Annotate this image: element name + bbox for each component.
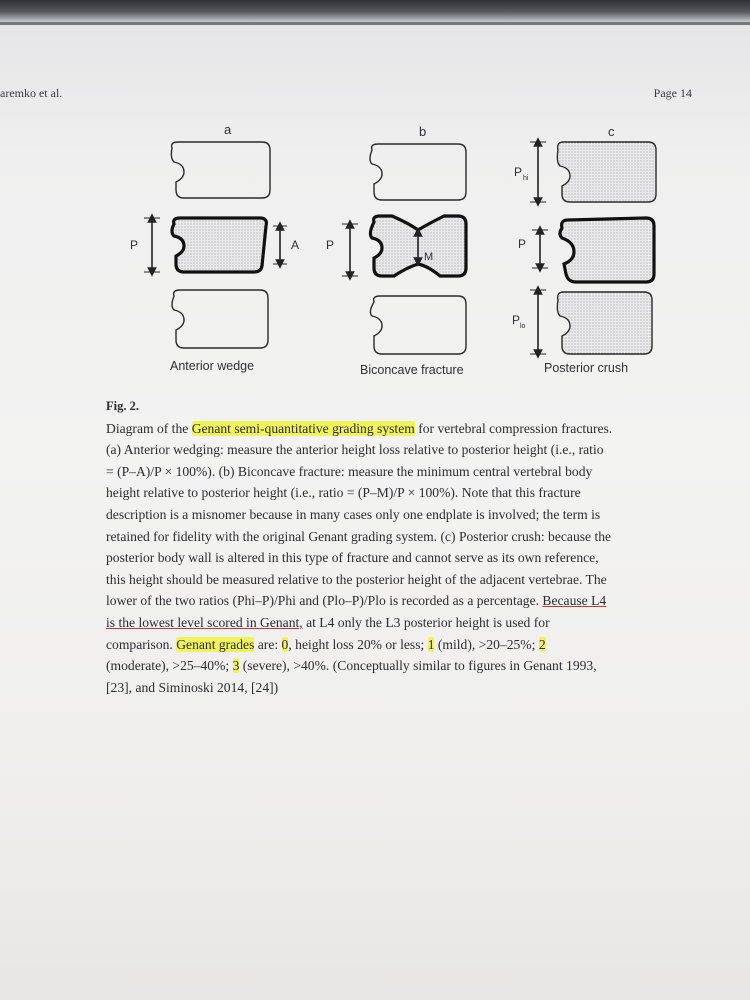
label-hi-subscript: hi: [523, 175, 529, 182]
highlight-grade-0: 0: [281, 636, 289, 652]
caption-line: [106, 634, 690, 656]
label-p-hi: P: [514, 165, 523, 179]
caption-text: = (P–A)/P × 100%). (b) Biconcave fracture: measure the minimum central vertebral body: [106, 463, 593, 479]
panel-c-letter: c: [608, 124, 615, 139]
genant-figure: [100, 118, 690, 388]
caption-text: for vertebral compression fractures.: [414, 420, 613, 436]
vertebra-bottom-b: [370, 296, 466, 354]
highlight-grade-3: 3: [232, 658, 240, 674]
page-number: Page 14: [653, 86, 692, 100]
panel-a-diagram: [130, 142, 299, 348]
caption-text: posterior body wall is altered in this type of fracture and cannot serve as its own reference,: [106, 550, 599, 566]
label-p-c: P: [518, 237, 527, 251]
caption-line: [106, 547, 690, 569]
vertebra-bottom-a: [172, 290, 268, 348]
panel-b-letter: b: [419, 124, 427, 139]
caption-text: (severe), >40%. (Conceptually similar to figures in Genant 1993,: [239, 658, 597, 674]
caption-text: , height loss 20% or less;: [288, 636, 428, 652]
caption-text: lower of the two ratios (Phi–P)/Phi and (Plo–P)/Plo is recorded as a percentage.: [106, 593, 543, 609]
caption-line: [106, 461, 690, 483]
running-author: aremko et al.: [0, 86, 63, 100]
label-p-a: P: [130, 238, 139, 252]
caption-line: [106, 655, 690, 677]
caption-text: (mild), >20–25%;: [434, 636, 539, 652]
underline-lowest-level: is the lowest level scored in Genant,: [106, 614, 303, 630]
caption-line: [106, 612, 690, 634]
caption-text: this height should be measured relative to the posterior height of the adjacent vertebrae. The: [106, 571, 607, 587]
caption-line: [106, 439, 690, 461]
panel-a-caption: Anterior wedge: [170, 359, 255, 373]
panel-c-caption: Posterior crush: [544, 361, 629, 375]
highlight-grade-2: 2: [538, 636, 546, 652]
header-rule: [0, 22, 750, 25]
caption-line: [106, 526, 690, 548]
vertebra-top-a: [171, 142, 270, 198]
vertebra-top-b: [370, 144, 466, 200]
caption-line: [106, 482, 690, 504]
caption-text: [23], and Siminoski 2014, [24]): [106, 679, 279, 695]
panel-b-caption: Biconcave fracture: [360, 363, 464, 377]
monitor-bezel: [0, 0, 750, 22]
vertebra-fractured-a: [172, 218, 266, 272]
caption-text: retained for fidelity with the original Genant grading system. (c) Posterior crush: because the: [106, 528, 612, 544]
label-m-b: M: [424, 251, 434, 263]
caption-line: [106, 569, 690, 591]
caption-text: (a) Anterior wedging: measure the anterior height loss relative to posterior height (i.e., ratio: [106, 442, 604, 458]
caption-line: [106, 590, 690, 612]
caption-line: [106, 677, 690, 699]
vertebra-bottom-c: [557, 292, 652, 354]
vertebra-fractured-c: [560, 218, 654, 282]
label-p-lo: P: [512, 313, 521, 327]
caption-text: at L4 only the L3 posterior height is used for: [302, 614, 550, 630]
vertebra-diagram: [100, 118, 690, 388]
figure-label: Fig. 2.: [106, 399, 139, 413]
label-p-b: P: [326, 238, 335, 252]
figure-caption: [106, 396, 690, 698]
caption-text: comparison.: [106, 636, 177, 652]
caption-text: description is a misnomer because in many cases only one endplate is involved; the term is: [106, 506, 601, 522]
caption-line: [106, 418, 690, 440]
label-lo-subscript: lo: [520, 323, 526, 330]
highlight-grade-1: 1: [427, 636, 435, 652]
caption-line: [106, 504, 690, 526]
label-a-a: A: [291, 238, 300, 252]
underline-because-l4: Because L4: [542, 593, 607, 609]
panel-a-letter: a: [224, 122, 232, 137]
panel-b-diagram: [326, 144, 466, 354]
caption-text: height relative to posterior height (i.e., ratio = (P–M)/P × 100%). Note that this fracture: [106, 485, 581, 501]
panel-c-diagram: [512, 142, 656, 354]
vertebra-top-c: [557, 142, 656, 202]
caption-text: Diagram of the: [106, 420, 192, 436]
highlight-genant-system: Genant semi-quantitative grading system: [191, 420, 415, 436]
highlight-genant-grades: Genant grades: [176, 636, 255, 652]
caption-text: are:: [254, 636, 282, 652]
caption-text: (moderate), >25–40%;: [106, 658, 233, 674]
